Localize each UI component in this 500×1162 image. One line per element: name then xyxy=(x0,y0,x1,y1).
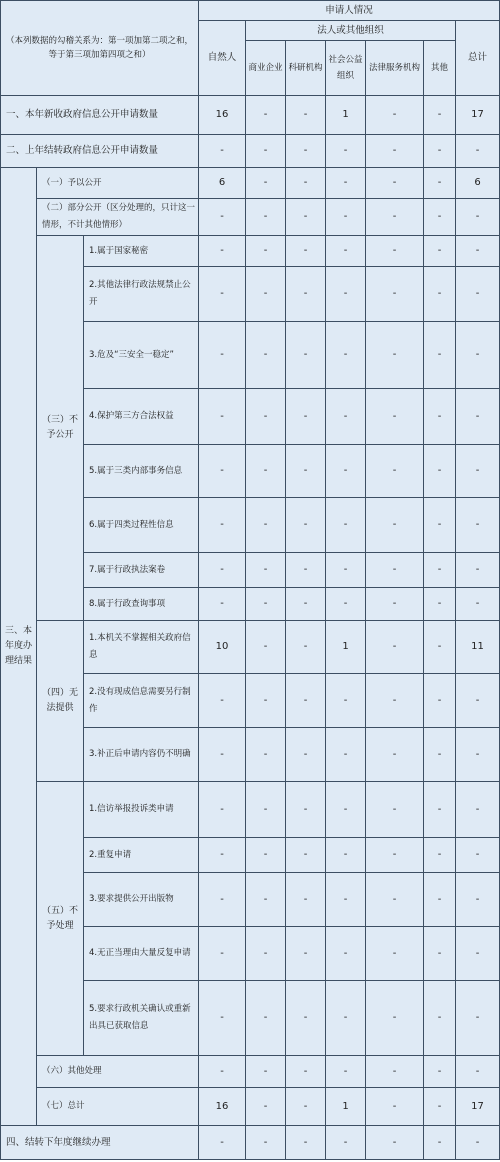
row-label-internal-affairs: 5.属于三类内部事务信息 xyxy=(84,445,199,498)
row-label-petition: 1.信访举报投诉类申请 xyxy=(84,782,199,838)
cell-research: - xyxy=(286,1126,326,1160)
cell-legal-service: - xyxy=(366,389,424,445)
cell-natural: - xyxy=(199,135,246,168)
legal-group-header: 法人或其他组织 xyxy=(246,21,456,41)
cell-legal-service: - xyxy=(366,674,424,728)
cell-other: - xyxy=(424,236,456,267)
cell-legal-service: - xyxy=(366,1088,424,1126)
cell-business: - xyxy=(246,588,286,621)
cell-total: 11 xyxy=(456,621,500,674)
cell-legal-service: - xyxy=(366,873,424,927)
natural-person-header: 自然人 xyxy=(199,21,246,96)
row-label-repeat: 2.重复申请 xyxy=(84,838,199,873)
cell-total: 17 xyxy=(456,1088,500,1126)
cell-other: - xyxy=(424,588,456,621)
row-label-admin-query: 8.属于行政查询事项 xyxy=(84,588,199,621)
cell-social: - xyxy=(326,674,366,728)
cell-business: - xyxy=(246,981,286,1056)
cell-legal-service: - xyxy=(366,1126,424,1160)
row-label-third-party: 4.保护第三方合法权益 xyxy=(84,389,199,445)
cell-natural: - xyxy=(199,674,246,728)
row-label-subtotal: （七）总计 xyxy=(37,1088,199,1126)
cell-other: - xyxy=(424,199,456,236)
cell-social: - xyxy=(326,553,366,588)
cell-social: - xyxy=(326,588,366,621)
cell-legal-service: - xyxy=(366,981,424,1056)
cell-other: - xyxy=(424,498,456,553)
cell-legal-service: - xyxy=(366,728,424,782)
cell-legal-service: - xyxy=(366,553,424,588)
cell-other: - xyxy=(424,389,456,445)
cell-legal-service: - xyxy=(366,445,424,498)
cell-research: - xyxy=(286,553,326,588)
cell-business: - xyxy=(246,782,286,838)
row-label-carry-forward: 四、结转下年度继续办理 xyxy=(1,1126,199,1160)
cell-research: - xyxy=(286,389,326,445)
cell-total: - xyxy=(456,838,500,873)
row-label-mass-repeat: 4.无正当理由大量反复申请 xyxy=(84,927,199,981)
cell-total: - xyxy=(456,1126,500,1160)
cell-natural: - xyxy=(199,838,246,873)
cell-social: - xyxy=(326,927,366,981)
cell-natural: - xyxy=(199,927,246,981)
cell-legal-service: - xyxy=(366,135,424,168)
cell-legal-service: - xyxy=(366,838,424,873)
cell-research: - xyxy=(286,873,326,927)
cell-social: - xyxy=(326,199,366,236)
cell-business: - xyxy=(246,553,286,588)
cell-research: - xyxy=(286,927,326,981)
cell-business: - xyxy=(246,1056,286,1088)
cell-legal-service: - xyxy=(366,588,424,621)
cell-total: - xyxy=(456,322,500,389)
social-header: 社会公益组织 xyxy=(326,41,366,96)
other-header: 其他 xyxy=(424,41,456,96)
cell-research: - xyxy=(286,168,326,199)
cell-natural: - xyxy=(199,588,246,621)
cell-total: - xyxy=(456,927,500,981)
cell-business: - xyxy=(246,1088,286,1126)
business-header: 商业企业 xyxy=(246,41,286,96)
cell-social: - xyxy=(326,981,366,1056)
cell-research: - xyxy=(286,199,326,236)
cell-business: - xyxy=(246,168,286,199)
cell-legal-service: - xyxy=(366,236,424,267)
row-label-process-info: 6.属于四类过程性信息 xyxy=(84,498,199,553)
cell-natural: 16 xyxy=(199,96,246,135)
row-label-need-create: 2.没有现成信息需要另行制作 xyxy=(84,674,199,728)
cell-business: - xyxy=(246,135,286,168)
cell-natural: - xyxy=(199,1056,246,1088)
cell-research: - xyxy=(286,135,326,168)
cell-other: - xyxy=(424,838,456,873)
cell-research: - xyxy=(286,588,326,621)
cell-other: - xyxy=(424,1126,456,1160)
cell-natural: - xyxy=(199,728,246,782)
cell-legal-service: - xyxy=(366,927,424,981)
section3-label: 三、本年度办理结果 xyxy=(1,168,37,1126)
cell-legal-service: - xyxy=(366,96,424,135)
cell-social: 1 xyxy=(326,1088,366,1126)
cell-natural: - xyxy=(199,782,246,838)
row-label-enforcement-file: 7.属于行政执法案卷 xyxy=(84,553,199,588)
row-label-publication: 3.要求提供公开出版物 xyxy=(84,873,199,927)
cell-social: - xyxy=(326,267,366,322)
cell-natural: - xyxy=(199,873,246,927)
cell-social: - xyxy=(326,135,366,168)
cell-social: - xyxy=(326,1126,366,1160)
cell-research: - xyxy=(286,96,326,135)
cell-total: - xyxy=(456,981,500,1056)
cell-research: - xyxy=(286,621,326,674)
cell-research: - xyxy=(286,322,326,389)
cell-total: 17 xyxy=(456,96,500,135)
cell-other: - xyxy=(424,135,456,168)
cell-other: - xyxy=(424,168,456,199)
cell-total: - xyxy=(456,873,500,927)
cell-total: - xyxy=(456,728,500,782)
row-label-other-handle: （六）其他处理 xyxy=(37,1056,199,1088)
cell-social: - xyxy=(326,445,366,498)
cell-research: - xyxy=(286,445,326,498)
cell-natural: - xyxy=(199,389,246,445)
cell-research: - xyxy=(286,236,326,267)
cell-research: - xyxy=(286,728,326,782)
applicant-header: 申请人情况 xyxy=(199,1,500,21)
cell-legal-service: - xyxy=(366,1056,424,1088)
cell-research: - xyxy=(286,782,326,838)
table-note: （本列数据的勾稽关系为：第一项加第二项之和，等于第三项加第四项之和） xyxy=(1,1,199,96)
cell-research: - xyxy=(286,267,326,322)
cell-other: - xyxy=(424,445,456,498)
cell-social: - xyxy=(326,236,366,267)
cell-natural: 6 xyxy=(199,168,246,199)
cell-social: - xyxy=(326,168,366,199)
cell-total: - xyxy=(456,236,500,267)
cell-business: - xyxy=(246,498,286,553)
cell-total: - xyxy=(456,782,500,838)
cell-other: - xyxy=(424,621,456,674)
research-header: 科研机构 xyxy=(286,41,326,96)
cell-natural: - xyxy=(199,553,246,588)
cell-social: - xyxy=(326,782,366,838)
cell-total: - xyxy=(456,199,500,236)
cell-other: - xyxy=(424,1056,456,1088)
cell-social: 1 xyxy=(326,621,366,674)
cell-research: - xyxy=(286,1056,326,1088)
row-label-three-security: 3.危及“三安全一稳定” xyxy=(84,322,199,389)
row-label-partial: （二）部分公开（区分处理的，只计这一情形，不计其他情形） xyxy=(37,199,199,236)
cell-natural: - xyxy=(199,236,246,267)
cell-other: - xyxy=(424,322,456,389)
cell-business: - xyxy=(246,873,286,927)
cell-other: - xyxy=(424,553,456,588)
cell-natural: 10 xyxy=(199,621,246,674)
cell-natural: - xyxy=(199,199,246,236)
cell-business: - xyxy=(246,621,286,674)
row-label-new-applications: 一、本年新收政府信息公开申请数量 xyxy=(1,96,199,135)
cell-total: - xyxy=(456,1056,500,1088)
cell-social: - xyxy=(326,1056,366,1088)
cell-social: 1 xyxy=(326,96,366,135)
cell-legal-service: - xyxy=(366,267,424,322)
cell-business: - xyxy=(246,199,286,236)
cell-other: - xyxy=(424,267,456,322)
row-label-carried-over: 二、上年结转政府信息公开申请数量 xyxy=(1,135,199,168)
row-label-reissue: 5.要求行政机关确认或重新出具已获取信息 xyxy=(84,981,199,1056)
cell-legal-service: - xyxy=(366,168,424,199)
cell-research: - xyxy=(286,981,326,1056)
cell-business: - xyxy=(246,927,286,981)
cell-legal-service: - xyxy=(366,498,424,553)
cell-natural: - xyxy=(199,267,246,322)
cell-total: - xyxy=(456,389,500,445)
cell-social: - xyxy=(326,498,366,553)
cell-social: - xyxy=(326,728,366,782)
cell-natural: 16 xyxy=(199,1088,246,1126)
cell-business: - xyxy=(246,728,286,782)
cell-total: - xyxy=(456,674,500,728)
cell-business: - xyxy=(246,1126,286,1160)
cell-total: - xyxy=(456,553,500,588)
cell-other: - xyxy=(424,96,456,135)
cell-business: - xyxy=(246,236,286,267)
cell-legal-service: - xyxy=(366,621,424,674)
cell-legal-service: - xyxy=(366,782,424,838)
cell-research: - xyxy=(286,838,326,873)
cell-research: - xyxy=(286,674,326,728)
cell-other: - xyxy=(424,873,456,927)
cell-total: 6 xyxy=(456,168,500,199)
category-not-handled: （五）不予处理 xyxy=(37,782,84,1056)
row-label-state-secret: 1.属于国家秘密 xyxy=(84,236,199,267)
cell-business: - xyxy=(246,96,286,135)
cell-business: - xyxy=(246,322,286,389)
cell-other: - xyxy=(424,927,456,981)
cell-business: - xyxy=(246,674,286,728)
cell-social: - xyxy=(326,389,366,445)
cell-natural: - xyxy=(199,322,246,389)
row-label-law-prohibited: 2.其他法律行政法规禁止公开 xyxy=(84,267,199,322)
cell-total: - xyxy=(456,588,500,621)
cell-other: - xyxy=(424,1088,456,1126)
cell-business: - xyxy=(246,838,286,873)
cell-natural: - xyxy=(199,1126,246,1160)
cell-other: - xyxy=(424,728,456,782)
legal-service-header: 法律服务机构 xyxy=(366,41,424,96)
cell-natural: - xyxy=(199,498,246,553)
cell-total: - xyxy=(456,267,500,322)
cell-research: - xyxy=(286,498,326,553)
cell-total: - xyxy=(456,135,500,168)
cell-business: - xyxy=(246,445,286,498)
cell-research: - xyxy=(286,1088,326,1126)
cell-business: - xyxy=(246,389,286,445)
row-label-still-unclear: 3.补正后申请内容仍不明确 xyxy=(84,728,199,782)
row-label-open: （一）予以公开 xyxy=(37,168,199,199)
category-not-open: （三）不予公开 xyxy=(37,236,84,621)
cell-legal-service: - xyxy=(366,199,424,236)
cell-total: - xyxy=(456,445,500,498)
row-label-not-held: 1.本机关不掌握相关政府信息 xyxy=(84,621,199,674)
total-header: 总计 xyxy=(456,21,500,96)
cell-natural: - xyxy=(199,981,246,1056)
category-unable: （四）无法提供 xyxy=(37,621,84,782)
cell-social: - xyxy=(326,322,366,389)
cell-business: - xyxy=(246,267,286,322)
cell-other: - xyxy=(424,782,456,838)
cell-other: - xyxy=(424,674,456,728)
cell-social: - xyxy=(326,838,366,873)
cell-other: - xyxy=(424,981,456,1056)
cell-total: - xyxy=(456,498,500,553)
cell-natural: - xyxy=(199,445,246,498)
cell-social: - xyxy=(326,873,366,927)
cell-legal-service: - xyxy=(366,322,424,389)
